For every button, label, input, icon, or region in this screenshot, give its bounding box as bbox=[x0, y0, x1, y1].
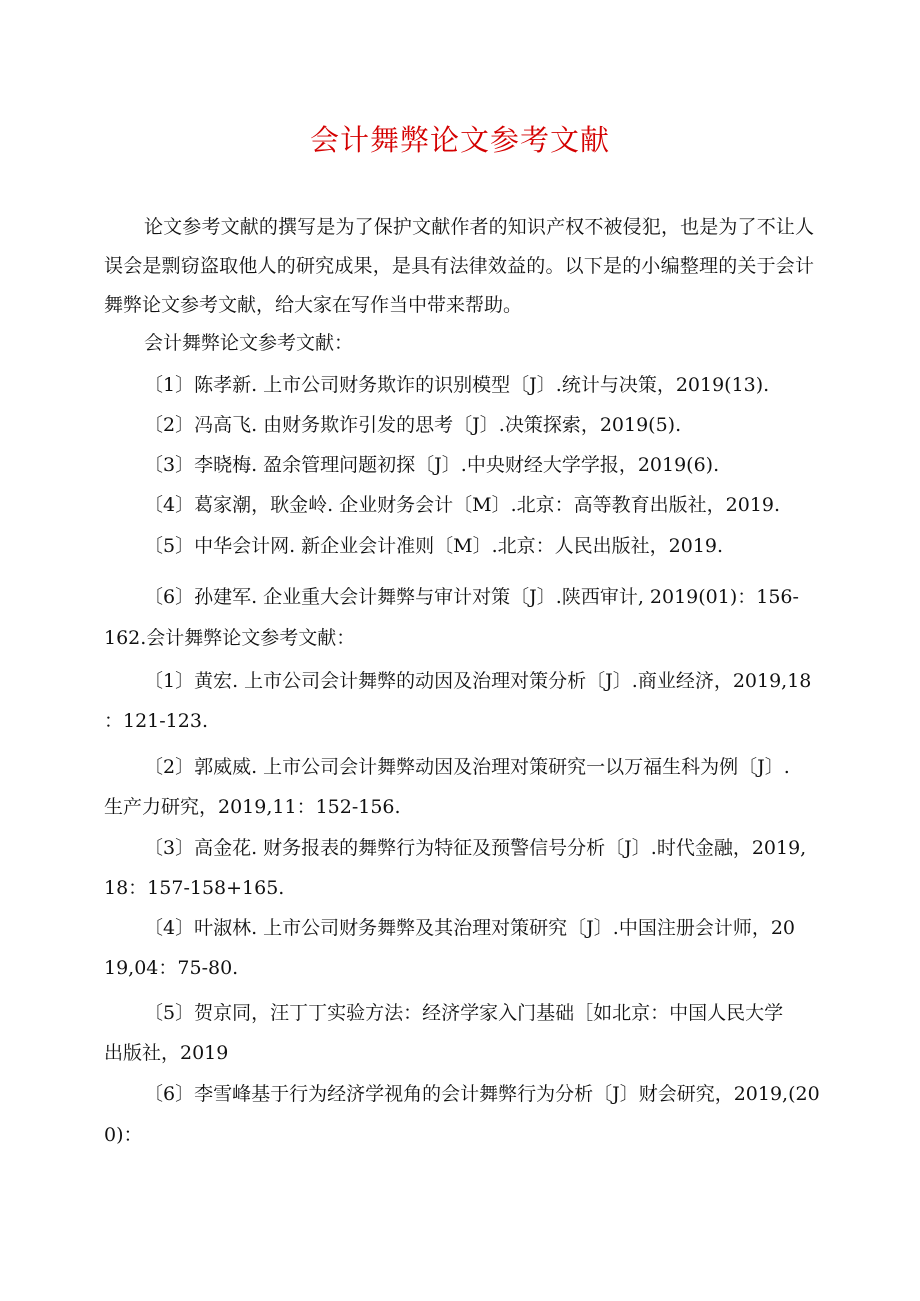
reference-continuation: ：121-123. bbox=[104, 710, 208, 732]
reference-item: 〔6〕李雪峰基于行为经济学视角的会计舞弊行为分析〔J〕财会研究，2019,(20 bbox=[144, 1083, 820, 1105]
reference-continuation: 18：157-158+165. bbox=[104, 877, 285, 899]
reference-continuation: 0)： bbox=[104, 1124, 143, 1146]
reference-item: 〔2〕冯高飞. 由财务欺诈引发的思考〔J〕.决策探索，2019(5). bbox=[144, 414, 682, 436]
reference-continuation: 生产力研究，2019,11：152-156. bbox=[104, 796, 401, 818]
reference-item: 〔3〕高金花. 财务报表的舞弊行为特征及预警信号分析〔J〕.时代金融，2019, bbox=[144, 837, 807, 859]
reference-item: 〔5〕贺京同，汪丁丁实验方法：经济学家入门基础［如北京：中国人民大学 bbox=[144, 1002, 784, 1024]
reference-item: 〔6〕孙建军. 企业重大会计舞弊与审计对策〔J〕.陕西审计, 2019(01)：156- bbox=[144, 586, 799, 608]
reference-item: 〔4〕葛家潮，耿金岭. 企业财务会计〔M〕.北京：高等教育出版社，2019. bbox=[144, 494, 781, 516]
reference-continuation: 19,04：75-80. bbox=[104, 957, 239, 979]
reference-item: 〔4〕叶淑林. 上市公司财务舞弊及其治理对策研究〔J〕.中国注册会计师，20 bbox=[144, 917, 796, 939]
reference-item: 〔3〕李晓梅. 盈余管理问题初探〔J〕.中央财经大学学报，2019(6). bbox=[144, 454, 720, 476]
reference-continuation: 出版社，2019 bbox=[104, 1042, 229, 1064]
list-heading: 会计舞弊论文参考文献： bbox=[144, 332, 354, 354]
reference-item: 〔1〕陈孝新. 上市公司财务欺诈的识别模型〔J〕.统计与决策，2019(13). bbox=[144, 374, 770, 396]
reference-item: 〔1〕黄宏. 上市公司会计舞弊的动因及治理对策分析〔J〕.商业经济，2019,18 bbox=[144, 670, 812, 692]
intro-paragraph: 论文参考文献的撰写是为了保护文献作者的知识产权不被侵犯，也是为了不让人误会是剽窃盗取他人的研究成果，是具有法律效益的。以下是的小编整理的关于会计舞弊论文参考文献，给大家在写作当中带来帮助。 bbox=[104, 216, 814, 316]
reference-continuation: 162.会计舞弊论文参考文献： bbox=[104, 627, 356, 649]
reference-item: 〔5〕中华会计网. 新企业会计准则〔M〕.北京：人民出版社，2019. bbox=[144, 535, 724, 557]
reference-item: 〔2〕郭威威. 上市公司会计舞弊动因及治理对策研究一以万福生科为例〔J〕. bbox=[144, 756, 790, 778]
page-title: 会计舞弊论文参考文献 bbox=[309, 123, 610, 157]
